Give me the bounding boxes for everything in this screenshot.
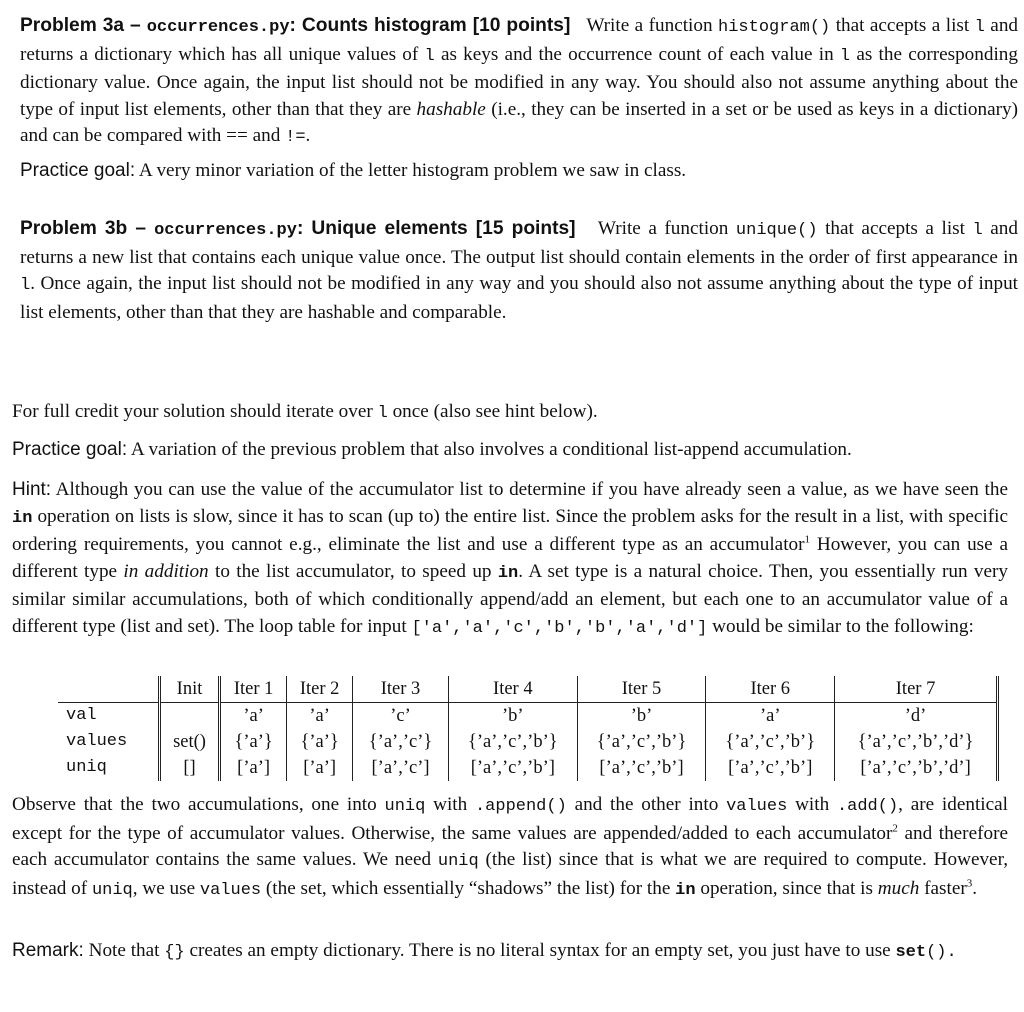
table-cell: {’a’,’c’,’b’}: [577, 729, 706, 755]
text: Note that: [83, 940, 165, 961]
table-cell: ’a’: [706, 703, 835, 730]
text: Write a function: [586, 15, 719, 36]
text: that accepts a list: [817, 218, 973, 239]
problem-3a-prefix: Problem 3a –: [20, 15, 147, 36]
text: (the list) since that is what we are required to compute. However, instead of: [12, 849, 1008, 899]
text: once (also see hint below).: [387, 401, 598, 422]
text: with: [425, 794, 475, 815]
problem-3b-paragraph: [20, 216, 1018, 326]
text: Write a function: [597, 218, 736, 239]
hint-label: Hint:: [12, 479, 52, 500]
code-values: values: [726, 797, 788, 816]
row-label-uniq: uniq: [58, 755, 160, 781]
code-l: l: [377, 404, 388, 423]
table-header-cell: Iter 2: [287, 676, 353, 703]
code-in: in: [675, 880, 696, 900]
table-cell: ’a’: [287, 703, 353, 730]
emphasis-hashable: hashable: [416, 98, 486, 120]
text: , are identical except for the type of accumulator values. Otherwise, the same values are appended/added to each accumulator: [12, 794, 1008, 844]
text: Observe that the two accumulations, one into: [12, 794, 385, 815]
table-cell: {’a’,’c’,’b’}: [706, 729, 835, 755]
code-l: l: [972, 221, 983, 240]
text: operation, since that is: [695, 877, 878, 899]
code-braces: {}: [164, 943, 185, 962]
table-cell: [’a’,’c’]: [353, 755, 449, 781]
code-l: l: [839, 46, 851, 66]
text: as the corresponding dictionary value. Once again, the input list should not be modified in any way. You should also not assume anything about the type of input list elements, other than that they are: [20, 43, 1018, 120]
practice-goal-text: A very minor variation of the letter histogram problem we saw in class.: [135, 160, 687, 181]
table-header-cell: Iter 7: [835, 676, 998, 703]
problem-3b-file: occurrences.py: [154, 221, 297, 240]
text: and returns a dictionary which has all unique values of: [20, 15, 1019, 65]
table-row: [58, 755, 998, 781]
table-cell: ’b’: [448, 703, 577, 730]
table-cell: [’a’,’c’,’b’]: [448, 755, 577, 781]
code-neq: !=: [285, 128, 306, 147]
table-cell: [’a’,’c’,’b’]: [706, 755, 835, 781]
table-cell: [’a’]: [287, 755, 353, 781]
practice-goal-label: Practice goal:: [12, 439, 128, 460]
code-l: l: [974, 18, 985, 37]
problem-3b-prefix: Problem 3b –: [20, 218, 155, 239]
code-uniq: uniq: [437, 852, 479, 871]
table-cell: [160, 703, 220, 730]
table-cell: {’a’,’c’}: [353, 729, 449, 755]
practice-goal-3a: [20, 158, 1018, 185]
text: faster: [919, 877, 967, 899]
table-header-cell: Iter 3: [353, 676, 449, 703]
table-cell: set(): [160, 729, 220, 755]
text: For full credit your solution should iterate over: [12, 401, 378, 422]
table-cell: [’a’,’c’,’b’]: [577, 755, 706, 781]
code-uniq: uniq: [384, 797, 426, 816]
code-values: values: [199, 880, 262, 900]
loop-table: [58, 676, 999, 781]
table-cell: ’a’: [220, 703, 287, 730]
text: would be similar to the following:: [707, 615, 974, 637]
table-header-cell: Iter 4: [448, 676, 577, 703]
table-header-cell: Iter 1: [220, 676, 287, 703]
code-uniq: uniq: [91, 880, 133, 900]
text: as keys and the occurrence count of each value in: [434, 43, 840, 65]
code-add: .add(): [836, 797, 899, 816]
table-cell: ’c’: [353, 703, 449, 730]
text: .: [305, 125, 311, 146]
text: However, you can use a different type: [12, 534, 1008, 582]
emphasis-much: much: [877, 877, 920, 899]
emphasis-in-addition: in addition: [123, 560, 209, 582]
remark-paragraph: [12, 938, 1008, 967]
text: . Once again, the input list should not be modified in any way and you should also not assume anything about the type of input list elements, other than that they are hashable and comparable.: [20, 273, 1018, 323]
text: that accepts a list: [830, 15, 975, 36]
table-cell: []: [160, 755, 220, 781]
text: Although you can use the value of the accumulator list to determine if you have already seen a value, as we have seen the: [51, 479, 1008, 500]
text: , we use: [132, 877, 200, 899]
table-cell: {’a’}: [220, 729, 287, 755]
table-header-cell: Iter 6: [706, 676, 835, 703]
text: (the set, which essentially “shadows” the list) for the: [261, 877, 676, 899]
practice-goal-text: A variation of the previous problem that also involves a conditional list-append accumulation.: [127, 439, 852, 460]
remark-label: Remark:: [12, 940, 84, 961]
table-header-cell: Iter 5: [577, 676, 706, 703]
full-credit-line: [12, 399, 1012, 428]
problem-3a-paragraph: [20, 13, 1018, 152]
code-input-list: ['a','a','c','b','b','a','d']: [411, 618, 708, 638]
table-cell: {’a’,’c’,’b’,’d’}: [835, 729, 998, 755]
code-l: l: [424, 46, 435, 66]
observe-paragraph: [12, 792, 1008, 904]
code-paren: ().: [926, 943, 957, 962]
practice-goal-3b: [12, 437, 1012, 464]
problem-3a-file: occurrences.py: [146, 18, 290, 37]
code-set: set: [895, 943, 927, 962]
row-label-val: val: [58, 703, 160, 730]
problem-3b-title: : Unique elements [15 points]: [296, 218, 576, 239]
table-header-cell: Init: [160, 676, 220, 703]
row-label-values: values: [58, 729, 160, 755]
table-cell: {’a’}: [287, 729, 353, 755]
hint-paragraph: [12, 477, 1008, 642]
code-append: .append(): [474, 797, 567, 816]
text: with: [787, 794, 837, 815]
footnote-marker: 1: [804, 533, 811, 546]
text: and the other into: [566, 794, 727, 815]
problem-3a-title: : Counts histogram [10 points]: [289, 15, 571, 36]
footnote-marker: 2: [892, 822, 898, 835]
text: .: [972, 877, 978, 899]
practice-goal-label: Practice goal:: [20, 160, 136, 181]
code-unique: unique(): [735, 221, 818, 240]
text: and returns a new list that contains each unique value once. The output list should contain elements in the order of first appearance in: [20, 218, 1018, 268]
table-corner: [58, 676, 160, 703]
text: and therefore each accumulator contains the same values. We need: [12, 822, 1008, 870]
text: (i.e., they can be inserted in a set or be used as keys in a dictionary) and can be compared with == and: [20, 98, 1018, 146]
table-cell: ’b’: [577, 703, 706, 730]
footnote-marker: 3: [966, 877, 973, 890]
text: . A set type is a natural choice. Then, you essentially run very similar similar accumulations, both of which conditionally append/add an element, but each one to an accumulator value of a different type (list and set). The loop table for input: [12, 560, 1008, 637]
table-cell: ’d’: [835, 703, 998, 730]
text: to the list accumulator, to speed up: [208, 560, 498, 582]
code-in: in: [12, 508, 33, 528]
table-cell: [’a’]: [220, 755, 287, 781]
code-histogram: histogram(): [718, 18, 831, 37]
table-row: [58, 729, 998, 755]
text: operation on lists is slow, since it has to scan (up to) the entire list. Since the problem asks for the result in a list, with specific ordering requirements, you cannot e.g., eliminate the list and use a different type as an accumulator: [12, 505, 1008, 555]
table-cell: [’a’,’c’,’b’,’d’]: [835, 755, 998, 781]
table-row: [58, 703, 998, 730]
text: creates an empty dictionary. There is no literal syntax for an empty set, you just have to use: [184, 940, 896, 961]
table-cell: {’a’,’c’,’b’}: [448, 729, 577, 755]
table-header-row: [58, 676, 998, 703]
code-in: in: [497, 563, 519, 583]
code-l: l: [20, 276, 31, 295]
